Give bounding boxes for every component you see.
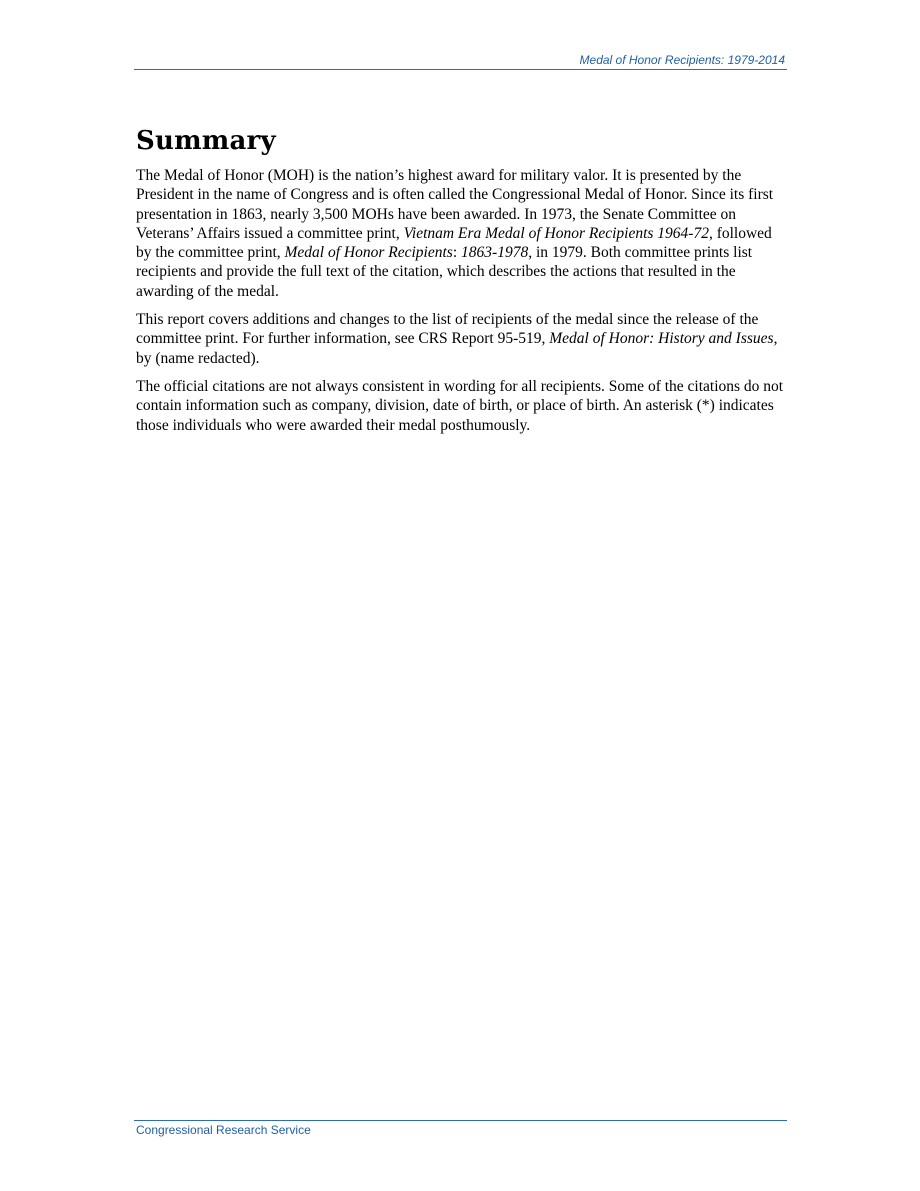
summary-paragraph-3 bbox=[136, 377, 789, 435]
text-run: The Medal of Honor (MOH) is the nation’s highest award for military valor. It is presented by the President in the name of Congress and is often called the Congressional Medal of Honor. Since its first presentation in 1863, nearly 3,500 MOHs have been awarded. In 1973, the Senate Committee on Veterans’ Affairs issued a committee print, bbox=[136, 167, 774, 242]
text-run: , in 1979. Both committee prints list recipients and provide the full text of the citation, which describes the actions that resulted in the awarding of the medal. bbox=[136, 244, 753, 300]
footer-organization: Congressional Research Service bbox=[136, 1123, 311, 1137]
text-run: , followed by the committee print, bbox=[136, 224, 772, 262]
text-run: , by (name redacted). bbox=[136, 330, 778, 367]
running-title: Medal of Honor Recipients: 1979-2014 bbox=[579, 53, 785, 67]
text-run: The official citations are not always consistent in wording for all recipients. Some of the citations do not contain information such as company, division, date of birth, or place of birth. An asterisk (*) indicates those individuals who were awarded their medal posthumously. bbox=[136, 377, 784, 434]
summary-paragraph-1 bbox=[136, 166, 789, 301]
document-body bbox=[136, 124, 789, 444]
italic-report-title: Medal of Honor: History and Issues bbox=[549, 330, 774, 348]
page-header bbox=[134, 52, 787, 70]
summary-paragraph-2 bbox=[136, 310, 789, 368]
italic-date-range: 1863-1978 bbox=[461, 244, 529, 262]
text-run: This report covers additions and changes to the list of recipients of the medal since the release of the committee print. For further information, see CRS Report 95-519, bbox=[136, 311, 759, 348]
text-run: : bbox=[452, 244, 462, 262]
page-footer bbox=[134, 1120, 787, 1137]
italic-title: Medal of Honor Recipients bbox=[284, 244, 453, 262]
italic-title: Vietnam Era Medal of Honor Recipients 1964-72 bbox=[403, 224, 709, 242]
section-heading-summary: Summary bbox=[136, 126, 276, 156]
